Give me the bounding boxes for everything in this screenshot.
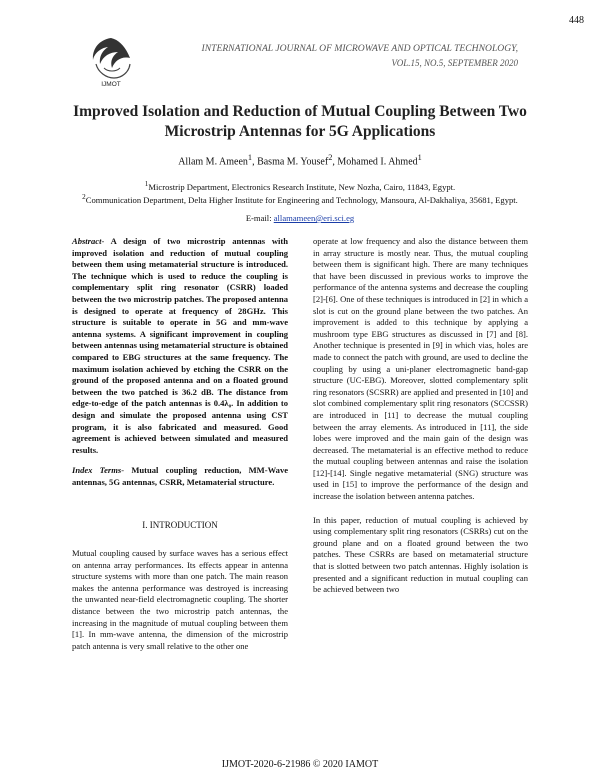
footer: IJMOT-2020-6-21986 © 2020 IAMOT <box>221 759 379 770</box>
email-link[interactable]: allamameen@eri.sci.eg <box>273 213 355 223</box>
logo-text: IJMOT <box>101 81 121 88</box>
journal-name: INTERNATIONAL JOURNAL OF MICROWAVE AND OPTICAL TECHNOLOGY, <box>201 43 518 54</box>
right-column <box>313 236 528 596</box>
left-column <box>72 236 288 652</box>
email-label: E-mail: <box>245 213 274 223</box>
index-terms-text: Mutual coupling reduction, MM-Wave antennas, 5G antennas, CSRR, Metamaterial structure. <box>72 465 289 487</box>
abstract <box>72 236 288 456</box>
author-name: Allam M. Ameen <box>178 156 248 168</box>
author-name: Basma M. Yousef <box>257 156 329 168</box>
abstract-text: A design of two microstrip antennas with improved isolation and reduction of mutual coupling between them using metamaterial structure is introduced. The technique which is used to reduce the coupling is complementary split ring resonator (CSRR) loaded between the two microstrip patches. The proposed antenna is designed to operate at frequency of 28GHz. This structure is suitable to operate in 5G and mm-wave antenna systems. A significant improvement in coupling between antennas using metamaterial structure is obtained compared to EBG structures at the same frequency. The maximum isolation achieved by etching the CSRR on the ground of the proposed antenna and on a floated ground between the two patched is 36.2 dB. The distance from edge-to-edge of the patch antennas is 0.4λ₀. In addition to design and simulate the proposed antenna using CST program, it is also fabricated and measured. Good agreement is achieved between simulated and measured results. <box>72 236 288 455</box>
author-affil-mark: 1 <box>417 153 422 162</box>
section-heading: I. INTRODUCTION <box>142 520 218 531</box>
index-terms <box>72 465 288 488</box>
author-affil-mark: 2 <box>328 153 333 162</box>
author-affil-mark: 1 <box>247 153 253 162</box>
author-list: Allam M. Ameen$^1$, Basma M. Yousef$^2$, Mohamed I. Ahmed$^1$ <box>178 153 422 168</box>
paper-title: Improved Isolation and Reduction of Mutual Coupling Between Two Microstrip Antennas for 5G Applications <box>73 103 527 140</box>
affiliation-1: $^1$Microstrip Department, Electronics Research Institute, New Nozha, Cairo, 11843, Egypt. <box>144 180 456 192</box>
intro-paragraph: operate at low frequency and also the distance between them in array structure is mostly near. Thus, the mutual coupling between them is significant high. There are many techniques that have been discussed in previous works to improve the performance of the antenna systems and decrease the coupling [2]-[6]. One of these techniques is introduced in [2] in which a slot is cut on the ground plane between the two patches. An improvement is added to this technique by applying a mushroom type EBG structures as discussed in [7] and [8]. Another technique is presented in [9] in which vias, holes are made to connect the patch with ground, are used to decline the coupling by using a uni-planer electromagnetic band-gap structure (UC-EBG). Moreover, slotted complementary split ring resonators (SCSRR) are applied and presented in [10] and slot combined complementary split ring resonators (SCCSSR) are introduced in [11] to decrease the mutual coupling between the array elements. As introduced in [11], the side lobes were improved and the main gain of the design was decreased. The metamaterial is an effective method to reduce the mutual coupling between antennas and raise the isolation [12]-[14]. Single negative metamaterial (SNG) structure was used in [15] to improve the performance of the design and increase the isolation between antenna patches. <box>313 236 528 502</box>
author-name: Mohamed I. Ahmed <box>337 156 418 168</box>
intro-paragraph: Mutual coupling caused by surface waves has a serious effect on antenna array performances. Its effects appear in antenna structure systems with more than one patch. The main reason makes the antenna performance was destroyed is increasing the unwanted near-field electromagnetic coupling. The shorter distance between the two microstrip patch antennas, the increasing in the magnitude of mutual coupling between them [1]. In mm-wave antenna, the dimension of the microstrip patch antenna is very small relative to the other one <box>72 548 288 651</box>
intro-paragraph: In this paper, reduction of mutual coupling is achieved by using complementary split ring resonators (CSRRs) cut on the ground plane and on a floated ground between the two patches. These CSRRs are based on metamaterial structure that is slotted between two patch antennas. Highly isolation is presented and a significant reduction in mutual coupling can be achieved between two <box>313 514 528 595</box>
page-number: 448 <box>569 15 584 26</box>
journal-logo <box>84 34 138 88</box>
journal-issue: VOL.15, NO.5, SEPTEMBER 2020 <box>391 58 518 68</box>
email-line <box>0 213 600 223</box>
index-terms-label: Index Terms- <box>72 465 125 476</box>
affiliation-2: $^2$Communication Department, Delta Higher Institute for Engineering and Technology, Mansoura, Al-Dakhaliya, 35681, Egypt. <box>82 193 518 205</box>
abstract-label: Abstract- <box>72 236 105 246</box>
